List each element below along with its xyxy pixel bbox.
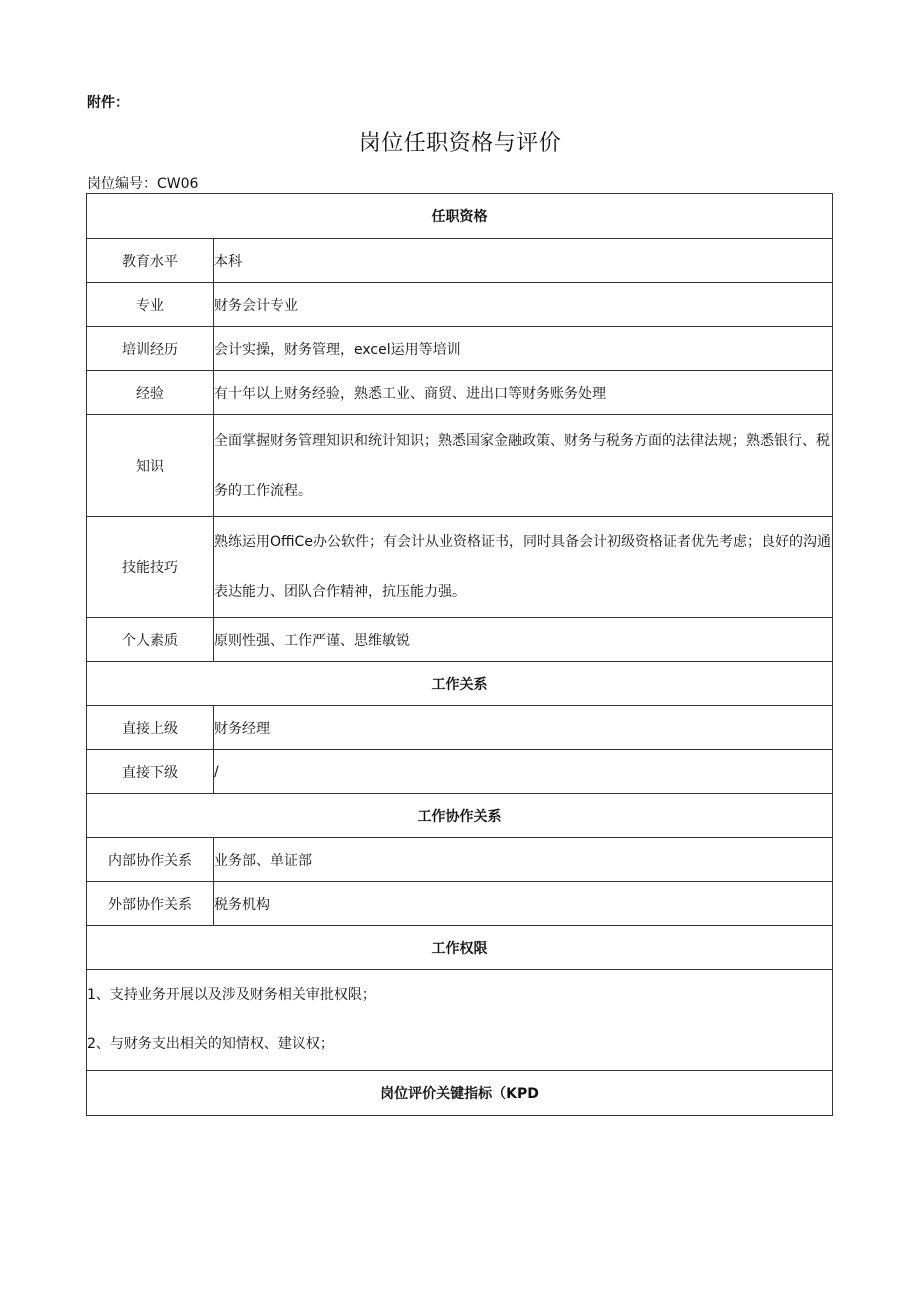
table-row — [87, 838, 833, 882]
row-value: 业务部、单证部 — [214, 838, 833, 882]
table-row — [87, 970, 833, 1071]
section-header-row — [87, 194, 833, 239]
row-value: / — [214, 750, 833, 794]
section-header-row — [87, 926, 833, 970]
row-label: 知识 — [87, 415, 214, 517]
row-value: 财务经理 — [214, 706, 833, 750]
row-label: 专业 — [87, 283, 214, 327]
table-row — [87, 327, 833, 371]
authority-list — [87, 970, 833, 1071]
row-value: 税务机构 — [214, 882, 833, 926]
section-header-relations: 工作关系 — [87, 662, 833, 706]
section-header-authority: 工作权限 — [87, 926, 833, 970]
position-code: 岗位编号：CW06 — [87, 176, 199, 192]
row-label: 教育水平 — [87, 239, 214, 283]
table-row — [87, 239, 833, 283]
row-value: 有十年以上财务经验，熟悉工业、商贸、进出口等财务账务处理 — [214, 371, 833, 415]
row-label: 个人素质 — [87, 618, 214, 662]
table-row — [87, 517, 833, 618]
row-label: 经验 — [87, 371, 214, 415]
list-item: 1、支持业务开展以及涉及财务相关审批权限； — [87, 987, 376, 1003]
row-value: 会计实操，财务管理，excel运用等培训 — [214, 327, 833, 371]
section-header-qualification: 任职资格 — [87, 194, 833, 239]
row-label: 技能技巧 — [87, 517, 214, 618]
row-label: 直接下级 — [87, 750, 214, 794]
row-label: 培训经历 — [87, 327, 214, 371]
table-row — [87, 371, 833, 415]
row-value: 熟练运用OffiCe办公软件；有会计从业资格证书，同时具备会计初级资格证者优先考虑；良好的沟通表达能力、团队合作精神，抗压能力强。 — [214, 517, 833, 618]
section-header-row — [87, 794, 833, 838]
attachment-label: 附件： — [87, 95, 129, 111]
section-header-kpi: 岗位评价关键指标（KPD — [87, 1071, 833, 1116]
qualification-table — [86, 193, 833, 1116]
section-header-collaboration: 工作协作关系 — [87, 794, 833, 838]
row-label: 直接上级 — [87, 706, 214, 750]
section-header-row — [87, 1071, 833, 1116]
table-row — [87, 415, 833, 517]
page-title: 岗位任职资格与评价 — [358, 131, 562, 156]
table-row — [87, 750, 833, 794]
row-value: 原则性强、工作严谨、思维敏锐 — [214, 618, 833, 662]
row-value: 全面掌握财务管理知识和统计知识；熟悉国家金融政策、财务与税务方面的法律法规；熟悉银行、税务的工作流程。 — [214, 415, 833, 517]
row-label: 外部协作关系 — [87, 882, 214, 926]
table-row — [87, 882, 833, 926]
row-label: 内部协作关系 — [87, 838, 214, 882]
section-header-row — [87, 662, 833, 706]
table-row — [87, 618, 833, 662]
row-value: 本科 — [214, 239, 833, 283]
table-row — [87, 706, 833, 750]
table-row — [87, 283, 833, 327]
list-item: 2、与财务支出相关的知情权、建议权； — [87, 1036, 334, 1052]
row-value: 财务会计专业 — [214, 283, 833, 327]
